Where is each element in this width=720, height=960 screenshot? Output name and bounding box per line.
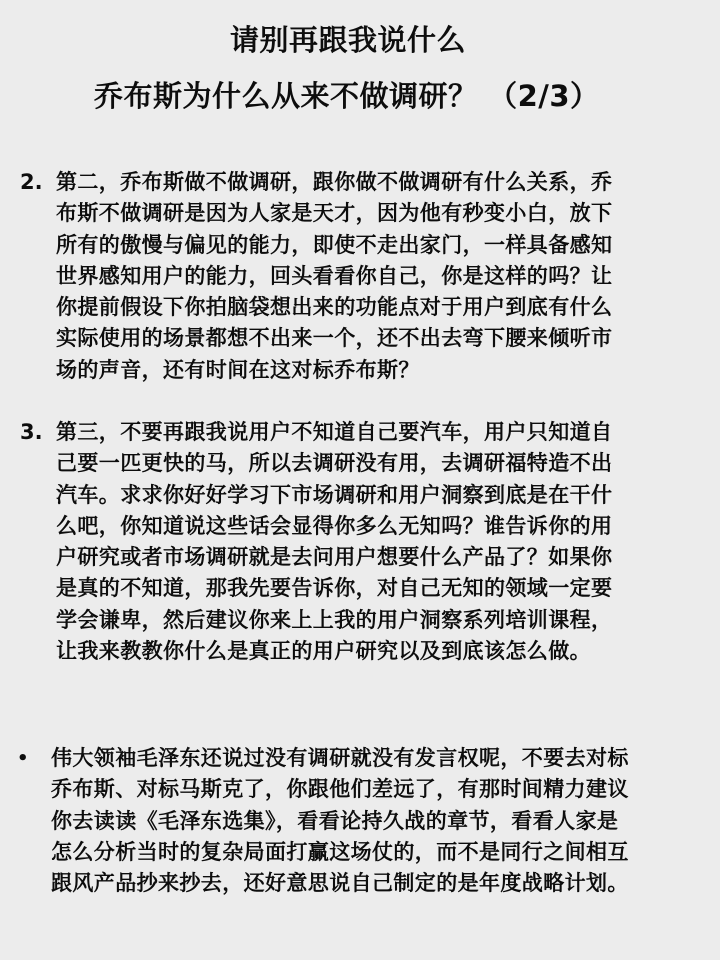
title-line-1: 请别再跟我说什么	[230, 23, 467, 57]
item-3-line: 汽车。求求你好好学习下市场调研和用户洞察到底是在干什	[56, 482, 613, 507]
item-2-line: 世界感知用户的能力，回头看看你自己，你是这样的吗？让	[56, 263, 613, 288]
item-3-line: 是真的不知道，那我先要告诉你，对自己无知的领域一定要	[56, 576, 613, 601]
item-3-line: 第三，不要再跟我说用户不知道自己要汽车，用户只知道自	[56, 420, 613, 444]
item-2-line: 你提前假设下你拍脑袋想出来的功能点对于用户到底有什么	[56, 295, 613, 320]
item-3-line: 么吧，你知道说这些话会显得你多么无知吗？谁告诉你的用	[56, 513, 613, 538]
item-3-line: 让我来教教你什么是真正的用户研究以及到底该怎么做。	[56, 639, 591, 664]
item-2-line: 实际使用的场景都想不出来一个，还不出去弯下腰来倾听市	[56, 326, 613, 351]
bullet-item-line: 跟风产品抄来抄去，还好意思说自己制定的是年度战略计划。	[51, 871, 629, 896]
bullet-dot: •	[17, 748, 29, 769]
item-2-line: 第二，乔布斯做不做调研，跟你做不做调研有什么关系，乔	[56, 170, 613, 194]
item-2-line: 布斯不做调研是因为人家是天才，因为他有秒变小白，放下	[56, 201, 613, 226]
bullet-item-line: 怎么分析当时的复杂局面打赢这场仗的，而不是同行之间相互	[51, 839, 629, 864]
item-2-line: 所有的傲慢与偏见的能力，即使不走出家门，一样具备感知	[56, 232, 613, 257]
item-3-line: 户研究或者市场调研就是去问用户想要什么产品了？如果你	[56, 545, 613, 570]
item-3-line: 学会谦卑，然后建议你来上上我的用户洞察系列培训课程，	[56, 607, 613, 632]
item-3-text	[56, 417, 696, 667]
bullet-item-line: 乔布斯、对标马斯克了，你跟他们差远了，有那时间精力建议	[51, 777, 629, 802]
item-number-2: 2.	[20, 170, 43, 194]
bullet-item-text	[51, 743, 705, 899]
bullet-item-line: 你去读读《毛泽东选集》，看看论持久战的章节，看看人家是	[51, 808, 619, 833]
item-3-line: 己要一匹更快的马，所以去调研没有用，去调研福特造不出	[56, 451, 613, 476]
bullet-item-line: 伟大领袖毛泽东还说过没有调研就没有发言权呢，不要去对标	[51, 746, 629, 770]
item-number-3: 3.	[20, 420, 43, 444]
item-2-text	[56, 167, 696, 386]
title-line-2: 乔布斯为什么从来不做调研？ （2/3）	[94, 79, 600, 113]
item-2-line: 场的声音，还有时间在这对标乔布斯？	[56, 357, 420, 382]
